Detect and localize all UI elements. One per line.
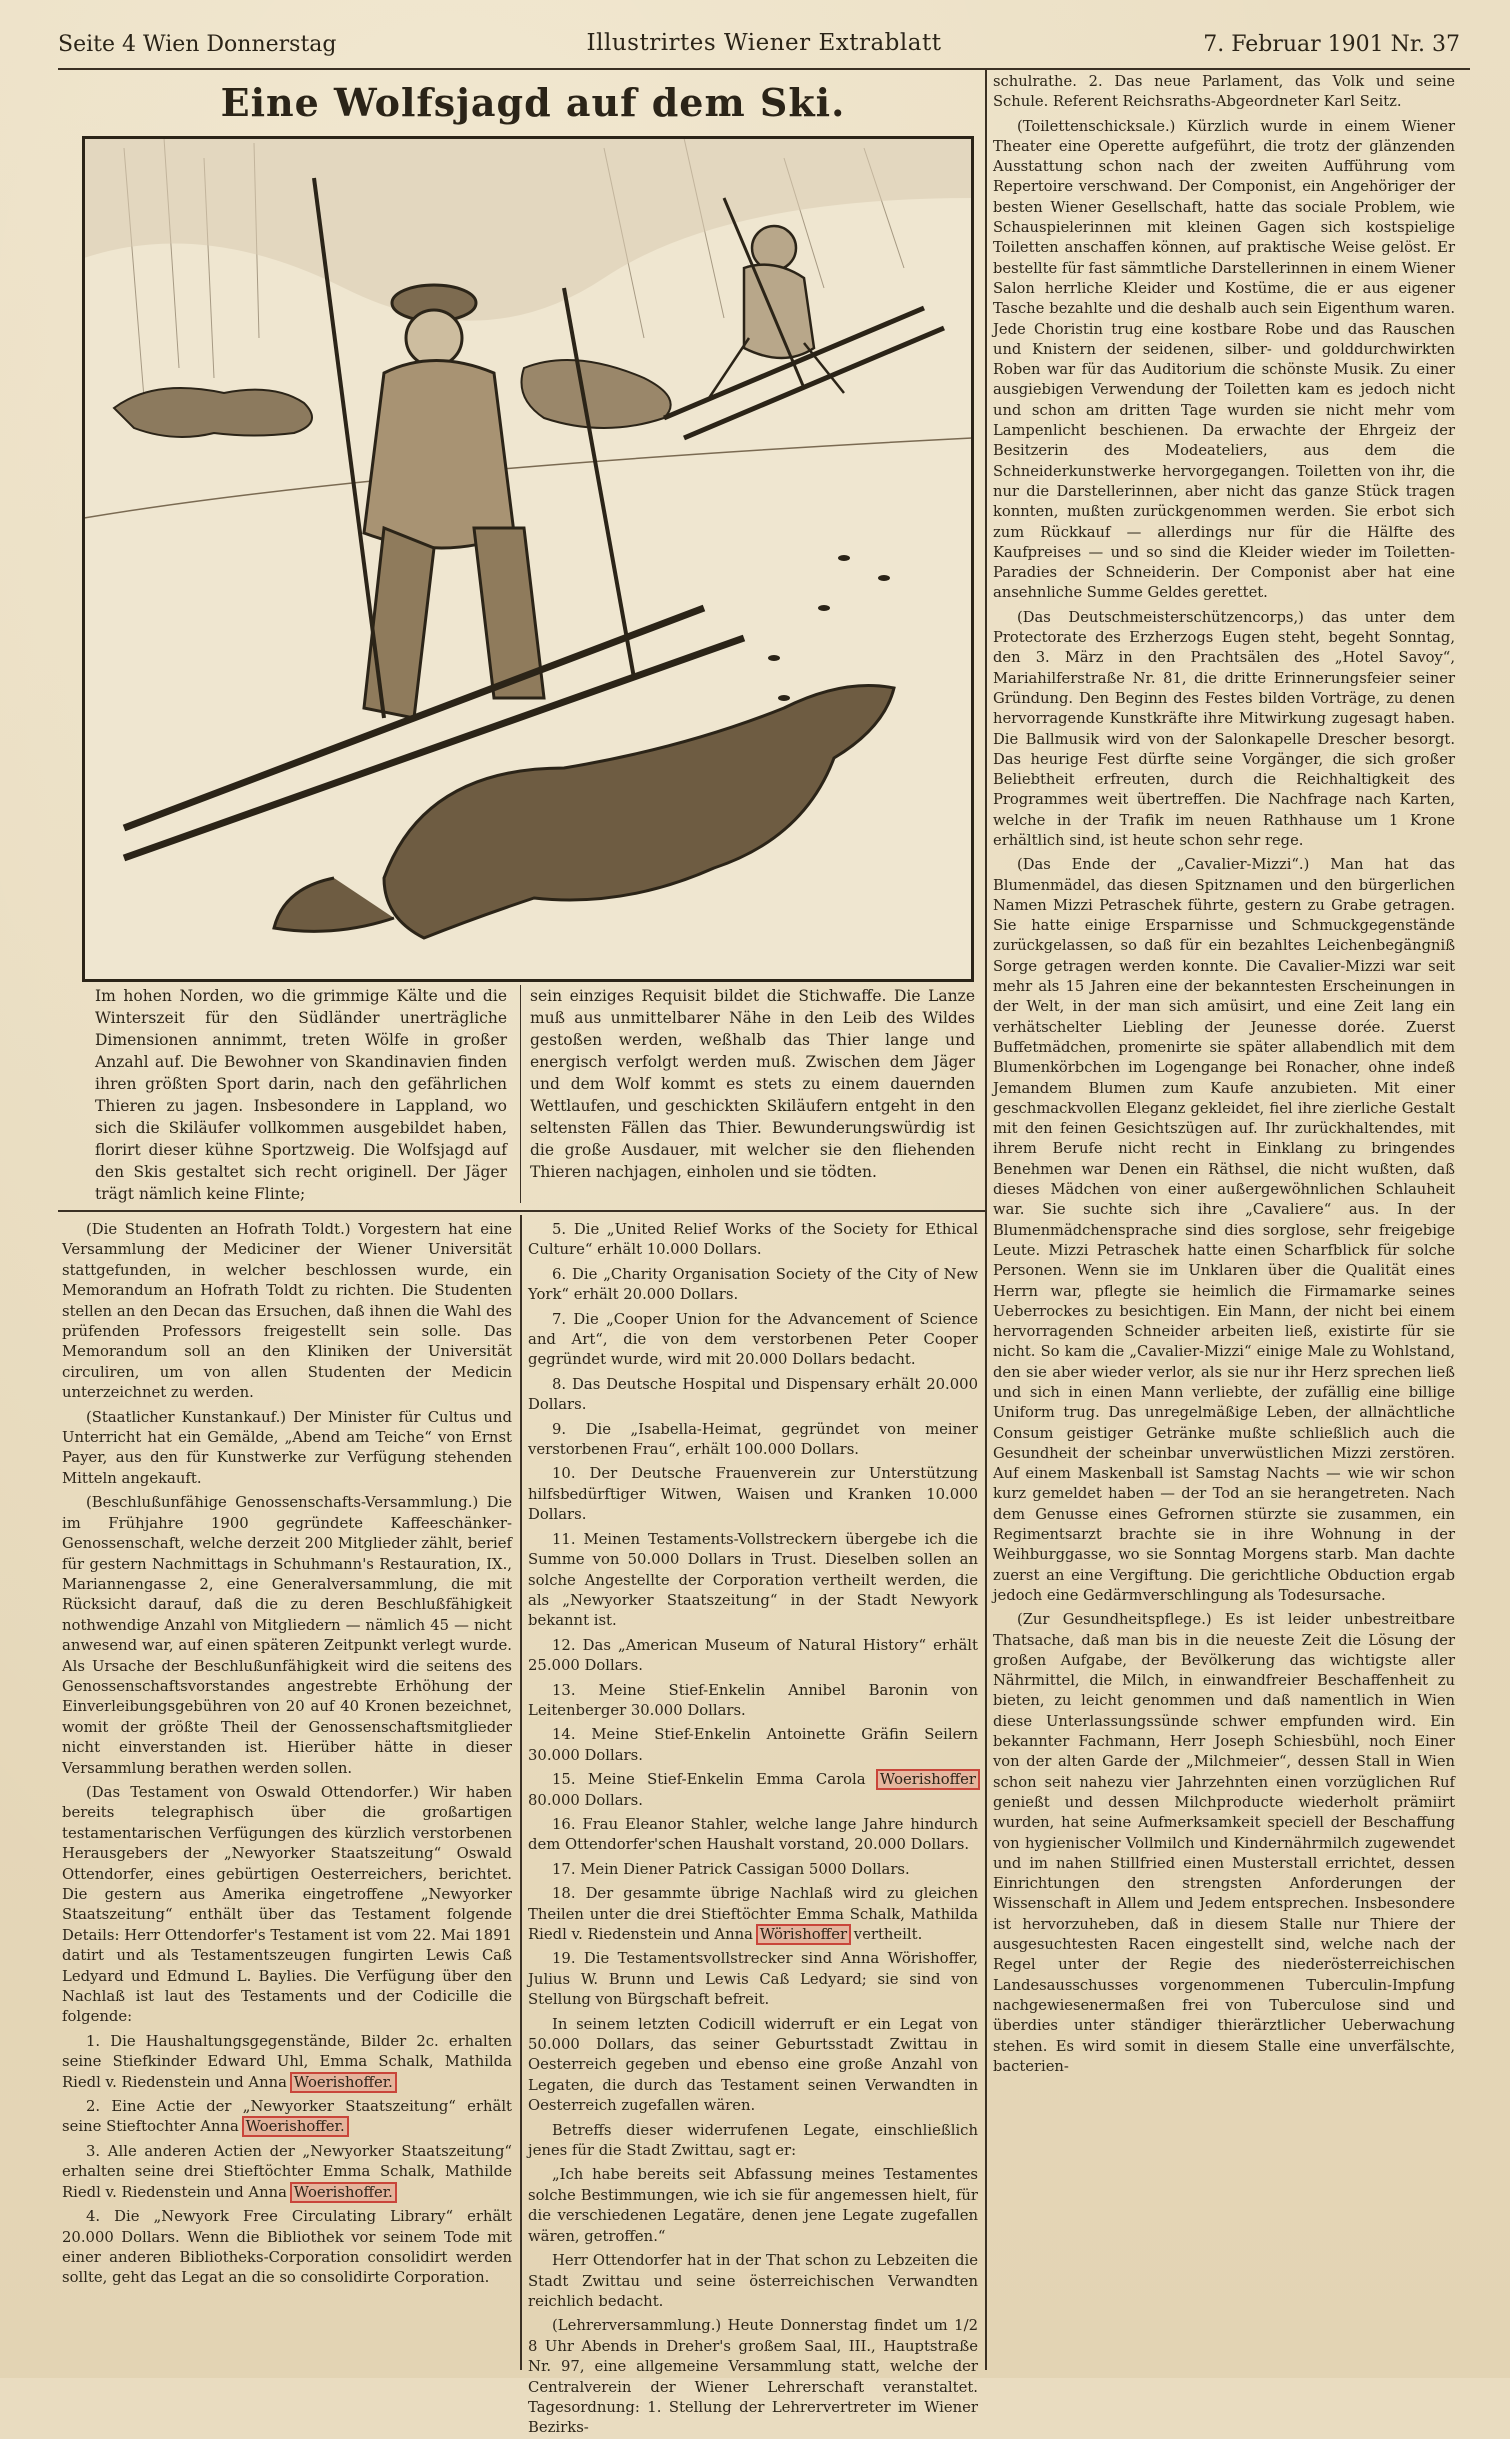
col2-item-7: 7. Die „Cooper Union for the Advancement of Science and Art“, die von dem verstorbenen Peter Cooper gegründet wurde, wird mit 20.000 Dollars bedacht. bbox=[528, 1310, 978, 1369]
col1-item-2 bbox=[62, 2097, 512, 2138]
col2-para-widerrufen: Betreffs dieser widerrufenen Legate, einschließlich jenes für die Stadt Zwittau, sagt er: bbox=[528, 2121, 978, 2160]
col2-item-18 bbox=[528, 1884, 978, 1945]
col2-para-zwittau: Herr Ottendorfer hat in der That schon zu Lebzeiten die Stadt Zwittau und seine österreichischen Verwandten reichlich bedacht. bbox=[528, 2252, 978, 2310]
col1-para-testament: (Das Testament von Oswald Ottendorfer.) Wir haben bereits telegraphisch über die großartigen testamentarischen Verfügungen des kürzlich verstorbenen Herausgebers der „Newyorker Staatszeitung“ Oswald Ottendorfer, eines gebürtigen Oesterreichers, berichtet. Die gestern aus Amerika eingetroffene „Newyorker Staatszeitung“ enthält über das Testament folgende Details: Herr Ottendorfer's Testament ist vom 22. Mai 1891 datirt und als Testamentszeugen fungirten Lewis Caß Ledyard und Edmund L. Baylies. Die Verfügung über den Nachlaß ist laut des Testaments und der Codicille die folgende: bbox=[62, 1783, 512, 2026]
column-lower-left bbox=[62, 1220, 512, 2370]
col2-item-11: 11. Meinen Testaments-Vollstreckern übergebe ich die Summe von 50.000 Dollars in Trust. Dieselben sollen an solche Angestellte der Corporation vertheilt werden, die als „Newyorker Staatszeitung“ in der Stadt Newyork bekannt ist. bbox=[528, 1530, 978, 1630]
header-masthead: Illustrirtes Wiener Extrablatt bbox=[586, 30, 942, 56]
col2-item-15-tail: 80.000 Dollars. bbox=[528, 1791, 643, 1809]
header-date: 7. Februar 1901 Nr. 37 bbox=[1203, 32, 1460, 57]
col1-item-4: 4. Die „Newyork Free Circulating Library“ erhält 20.000 Dollars. Wenn die Bibliothek vor seinem Tode mit einer anderen Bibliotheks-Corporation consolidirt werden sollte, geht das Legat an die so consolidirte Corporation. bbox=[62, 2208, 512, 2287]
col3-para-0: schulrathe. 2. Das neue Parlament, das Volk und seine Schule. Referent Reichsraths-Abgeordneter Karl Seitz. bbox=[993, 73, 1455, 111]
col1-item-3 bbox=[62, 2142, 512, 2203]
col2-para-lehrerversammlung: (Lehrerversammlung.) Heute Donnerstag findet um 1/2 8 Uhr Abends in Dreher's großem Saal, III., Hauptstraße Nr. 97, eine allgemeine Versammlung statt, welche der Centralverein der Wiener Lehrerschaft veranstaltet. Tagesordnung: 1. Stellung der Lehrervertreter im Wiener Bezirks- bbox=[528, 2317, 978, 2437]
col3-para-gesundheit: (Zur Gesundheitspflege.) Es ist leider unbestreitbare Thatsache, daß man bis in die neueste Zeit die Lösung der großen Aufgabe, der Bevölkerung das wichtigste aller Nährmittel, die Milch, in einwandfreier Beschaffenheit zu bieten, zu leicht genommen und daß namentlich in Wien diese Unterlassungssünde schwer empfunden wird. Ein bekannter Fachmann, Herr Joseph Schiesbühl, noch Einer von der alten Garde der „Milchmeier“, dessen Stall in Wien schon seit nahezu vier Jahrzehnten einen vorzüglichen Ruf genießt und dessen Milchproducte wiederholt prämiirt wurden, hat seine Aufmerksamkeit speciell der Beschaffung von hygienischer Vollmilch und Kindernährmilch zugewendet und im nahen Stillfried einen Musterstall errichtet, dessen Einrichtungen den strengsten Anforderungen der Wissenschaft in Allem und Jedem entsprechen. Insbesondere ist hervorzuheben, daß in diesem Stalle nur Thiere der ausgesuchtesten Racen eingestellt sind, welche nach der Regel unter der Regie des niederösterreichischen Landesausschusses vorgenommenen Tuberculin-Impfung nachgewiesenermaßen frei von Tuberculose sind und überdies unter ständiger thierärztlicher Ueberwachung stehen. Es wird somit in diesem Stalle eine unverfälschte, bacterien- bbox=[993, 1611, 1455, 2075]
col2-item-9: 9. Die „Isabella-Heimat, gegründet von meiner verstorbenen Frau“, erhält 100.000 Dollars. bbox=[528, 1420, 978, 1459]
wolf-hunt-illustration bbox=[82, 136, 974, 982]
col1-item-2-text: 2. Eine Actie der „Newyorker Staatszeitung“ erhält seine Stieftochter Anna bbox=[62, 2098, 512, 2136]
col3-para-cavalier-mizzi: (Das Ende der „Cavalier-Mizzi“.) Man hat das Blumenmädel, das diesen Spitznamen und den bürgerlichen Namen Mizzi Petraschek führte, gestern zu Grabe getragen. Sie hatte einige Ersparnisse und Schmuckgegenstände zurückgelassen, so daß für ein bezahltes Leichenbegängniß Sorge getragen werden konnte. Die Cavalier-Mizzi war seit mehr als 15 Jahren eine der bekanntesten Erscheinungen in der Welt, in der man sich amüsirt, und eine Zeit lang ein verhätschelter Liebling der Jeunesse dorée. Zuerst Buffetmädchen, promenirte sie später allabendlich mit dem Blumenkörbchen im Logengange bei Ronacher, ohne indeß Jemandem Blumen zum Kaufe anzubieten. Mit einer geschmackvollen Eleganz gekleidet, fiel ihre zierliche Gestalt mit den feinen Gesichtszügen auf. Ihr zurückhaltendes, mit ihrem Berufe nicht recht in Einklang zu bringendes Benehmen war Denen ein Räthsel, die nicht wußten, daß dieses Mädchen von einer außergewöhnlichen Schlauheit war. Sie suchte sich ihre „Cavaliere“ aus. In der Blumenmädchensprache sind dies sorglose, sehr freigebige Leute. Mizzi Petraschek hatte einen Scharfblick für solche Personen. Wenn sie im Unklaren über die Qualität eines Herrn war, pflegte sie heimlich die Firmamarke seines Ueberrockes zu besichtigen. Ein Mann, der nicht bei einem hervorragenden Schneider arbeiten ließ, existirte für sie nicht. So kam die „Cavalier-Mizzi“ einige Male zu Wohlstand, den sie aber wieder verlor, als sie nur ihr Herz sprechen ließ und sich in einen Mann verliebte, der zufällig eine billige Uniform trug. Das unregelmäßige Leben, der allnächtliche Consum geistiger Getränke mußte schließlich auch die Gesundheit der scheinbar unverwüstlichen Mizzi zerstören. Auf einem Maskenball ist Samstag Nachts — wie wir schon kurz gemeldet haben — der Tod an sie herangetreten. Nach dem Genusse eines Gefrornen stürzte sie zusammen, ein Regimentsarzt brachte sie in ihre Wohnung in der Weihburggasse, wo sie Sonntag Morgens starb. Man dachte zuerst an eine Vergiftung. Die gerichtliche Obduction ergab jedoch eine Gedärmverschlingung als Todesursache. bbox=[993, 856, 1455, 1604]
highlight-woerishoffer-3: Woerishoffer. bbox=[293, 2183, 393, 2201]
highlight-woerishoffer-5: Wörishoffer bbox=[759, 1926, 848, 1943]
article-bottom-rule bbox=[58, 1210, 985, 1212]
skier-wolf-drawing bbox=[84, 138, 972, 980]
col2-item-6: 6. Die „Charity Organisation Society of the City of New York“ erhält 20.000 Dollars. bbox=[528, 1265, 978, 1304]
col2-para-quote: „Ich habe bereits seit Abfassung meines Testamentes solche Bestimmungen, wie ich sie für angemessen hielt, für die verschiedenen Legatäre, denen jene Legate zugefallen wären, getroffen.“ bbox=[528, 2166, 978, 2245]
col2-item-15 bbox=[528, 1770, 978, 1811]
column-right bbox=[993, 72, 1455, 2370]
col2-item-18-text: 18. Der gesammte übrige Nachlaß wird zu gleichen Theilen unter die drei Stieftöchter Emma Schalk, Mathilda Riedl v. Riedenstein und Anna bbox=[528, 1885, 978, 1943]
col2-item-14: 14. Meine Stief-Enkelin Antoinette Gräfin Seilern 30.000 Dollars. bbox=[528, 1726, 978, 1764]
col-rule-mid bbox=[520, 1215, 522, 2370]
col1-item-1-text: 1. Die Haushaltungsgegenstände, Bilder 2c. erhalten seine Stiefkinder Edward Uhl, Emma Schalk, Mathilda Riedl v. Riedenstein und Anna bbox=[62, 2032, 512, 2091]
illustration-caption-left: Im hohen Norden, wo die grimmige Kälte und die Winterszeit für den Südländer unerträgliche Dimensionen annimmt, treten Wölfe in großer Anzahl auf. Die Bewohner von Skandinavien finden ihren größten Sport darin, nach den gefährlichen Thieren zu jagen. Insbesondere in Lappland, wo sich die Skiläufer vollkommen ausgebildet haben, florirt dieser kühne Sportzweig. Die Wolfsjagd auf den Skis gestaltet sich recht originell. Der Jäger trägt nämlich keine Flinte; bbox=[95, 987, 507, 1203]
col-rule-right bbox=[985, 70, 987, 2370]
col2-item-15-text: 15. Meine Stief-Enkelin Emma Carola bbox=[552, 1771, 866, 1789]
col2-item-19: 19. Die Testamentsvollstrecker sind Anna Wörishoffer, Julius W. Brunn und Lewis Caß Ledyard; sie sind von Stellung von Bürgschaft befreit. bbox=[528, 1950, 978, 2009]
page-header bbox=[58, 28, 1470, 70]
col3-para-deutschmeister: (Das Deutschmeisterschützencorps,) das unter dem Protectorate des Erzherzogs Eugen steht, begeht Sonntag, den 3. März in den Prachtsälen des „Hotel Savoy“, Mariahilferstraße Nr. 81, die dritte Erinnerungsfeier seiner Gründung. Den Beginn des Festes bilden Vorträge, zu denen hervorragende Kunstkräfte ihre Mitwirkung zugesagt haben. Die Ballmusik wird von der Salonkapelle Drescher besorgt. Das heurige Fest dürfte seine Vorgänger, die sich großer Beliebtheit erfreuten, durch die Reichhaltigkeit des Programmes weit übertreffen. Die Nachfrage nach Karten, welche in der Trafik im neuen Rathhause um 1 Krone erhältlich sind, ist heute schon sehr rege. bbox=[993, 608, 1455, 849]
col1-item-1 bbox=[62, 2032, 512, 2093]
col1-para-kunstankauf: (Staatlicher Kunstankauf.) Der Minister für Cultus und Unterricht hat ein Gemälde, „Abend am Teiche“ von Ernst Payer, aus den für Kunstwerke zur Verfügung stehenden Mitteln angekauft. bbox=[62, 1408, 512, 1487]
col1-para-studenten: (Die Studenten an Hofrath Toldt.) Vorgestern hat eine Versammlung der Mediciner der Wiener Universität stattgefunden, in welcher beschlossen wurde, ein Memorandum an Hofrath Toldt zu richten. Die Studenten stellen an den Decan das Ersuchen, daß ihnen die Wahl des prüfenden Professors freigestellt sein solle. Das Memorandum soll an den Kliniken der Universität circuliren, um von allen Studenten der Medicin unterzeichnet zu werden. bbox=[62, 1221, 512, 1402]
col2-item-10: 10. Der Deutsche Frauenverein zur Unterstützung hilfsbedürftiger Witwen, Waisen und Kranken 10.000 Dollars. bbox=[528, 1465, 978, 1524]
col1-item-3-text: 3. Alle anderen Actien der „Newyorker Staatszeitung“ erhalten seine drei Stieftöchter Emma Schalk, Mathilde Riedl v. Riedenstein und Anna bbox=[62, 2142, 512, 2201]
col1-para-genossenschaft: (Beschlußunfähige Genossenschafts-Versammlung.) Die im Frühjahre 1900 gegründete Kaffeeschänker-Genossenschaft, welche derzeit 200 Mitglieder zählt, berief für gestern Nachmittags in Schuhmann's Restauration, IX., Mariannengasse 2, eine Generalversammlung, die mit Rücksicht darauf, daß die zu deren Beschlußfähigkeit nothwendige Anzahl von Mitgliedern — nämlich 45 — nicht anwesend war, auf einen späteren Zeitpunkt verlegt wurde. Als Ursache der Beschlußunfähigkeit wird die seitens des Genossenschaftsvorstandes angestrebte Erhöhung der Einverleibungsgebühren von 20 auf 40 Kronen bezeichnet, womit der größte Theil der Genossenschaftsmitglieder nicht einverstanden ist. Hierüber hätte in dieser Versammlung berathen werden sollen. bbox=[62, 1494, 512, 1777]
col2-item-5: 5. Die „United Relief Works of the Society for Ethical Culture“ erhält 10.000 Dollars. bbox=[528, 1221, 978, 1259]
col2-item-17: 17. Mein Diener Patrick Cassigan 5000 Dollars. bbox=[552, 1860, 910, 1878]
col2-item-16: 16. Frau Eleanor Stahler, welche lange Jahre hindurch dem Ottendorfer'schen Haushalt vorstand, 20.000 Dollars. bbox=[528, 1815, 978, 1854]
highlight-woerishoffer-1: Woerishoffer. bbox=[293, 2073, 393, 2091]
col2-item-8: 8. Das Deutsche Hospital und Dispensary erhält 20.000 Dollars. bbox=[528, 1375, 978, 1414]
col2-para-codicill: In seinem letzten Codicill widerruft er ein Legat von 50.000 Dollars, das seiner Geburtsstadt Zwittau in Oesterreich gegeben und ebenso eine große Anzahl von Legaten, die durch das Testament seinen Verwandten in Oesterreich zugefallen wären. bbox=[528, 2015, 978, 2115]
article-title: Eine Wolfsjagd auf dem Ski. bbox=[220, 80, 846, 125]
col-rule-caption bbox=[520, 985, 521, 1203]
col2-item-12: 12. Das „American Museum of Natural History“ erhält 25.000 Dollars. bbox=[528, 1636, 978, 1675]
highlight-woerishoffer-2: Woerishoffer. bbox=[245, 2118, 345, 2136]
col2-item-13: 13. Meine Stief-Enkelin Annibel Baronin von Leitenberger 30.000 Dollars. bbox=[528, 1681, 978, 1719]
header-left: Seite 4 Wien Donnerstag bbox=[58, 32, 337, 57]
col2-item-18-tail: vertheilt. bbox=[853, 1926, 923, 1943]
highlight-woerishoffer-4: Woerishoffer bbox=[879, 1771, 976, 1789]
column-lower-middle bbox=[528, 1220, 978, 2437]
col3-para-toiletten: (Toilettenschicksale.) Kürzlich wurde in einem Wiener Theater eine Operette aufgeführt, die trotz der glänzenden Ausstattung schon nach der zweiten Aufführung vom Repertoire verschwand. Der Componist, ein Angehöriger der besten Wiener Gesellschaft, hatte das sociale Problem, wie Schauspielerinnen mit kleinen Gagen sich kostspielige Toiletten anschaffen können, auf praktische Weise gelöst. Er bestellte für fast sämmtliche Darstellerinnen in einem Wiener Salon herrliche Kleider und Kostüme, die er aus eigener Tasche bezahlte und die deshalb auch sein Eigenthum waren. Jede Choristin trug eine kostbare Robe und das Rauschen und Knistern der seidenen, silber- und golddurchwirkten Roben war für das Auditorium die schönste Musik. Zu einer ausgiebigen Verwendung der Toiletten kam es jedoch nicht und schon am dritten Tage wurden sie nicht mehr vom Lampenlicht beschienen. Da erwachte der Ehrgeiz der Besitzerin des Modeateliers, aus dem die Schneiderkunstwerke hervorgegangen. Toiletten von ihr, die nur die Darstellerinnen, aber nicht das ganze Stück tragen konnten, mußten zurückgenommen werden. Sie erbot sich zum Rückkauf — allerdings nur für die Hälfte des Kaufpreises — und so sind die Kleider wieder im Toiletten-Paradies der Schneiderin. Der Componist aber hat eine ansehnliche Summe Geldes gerettet. bbox=[993, 117, 1455, 602]
illustration-caption-right: sein einziges Requisit bildet die Stichwaffe. Die Lanze muß aus unmittelbarer Nähe in den Leib des Wildes gestoßen werden, weßhalb das Thier lange und energisch verfolgt werden muß. Zwischen dem Jäger und dem Wolf kommt es stets zu einem dauernden Wettlaufen, und geschickten Skiläufern entgeht in den seltensten Fällen das Thier. Bewunderungswürdig ist die große Ausdauer, mit welcher sie den fliehenden Thieren nachjagen, einholen und sie tödten. bbox=[530, 987, 975, 1181]
